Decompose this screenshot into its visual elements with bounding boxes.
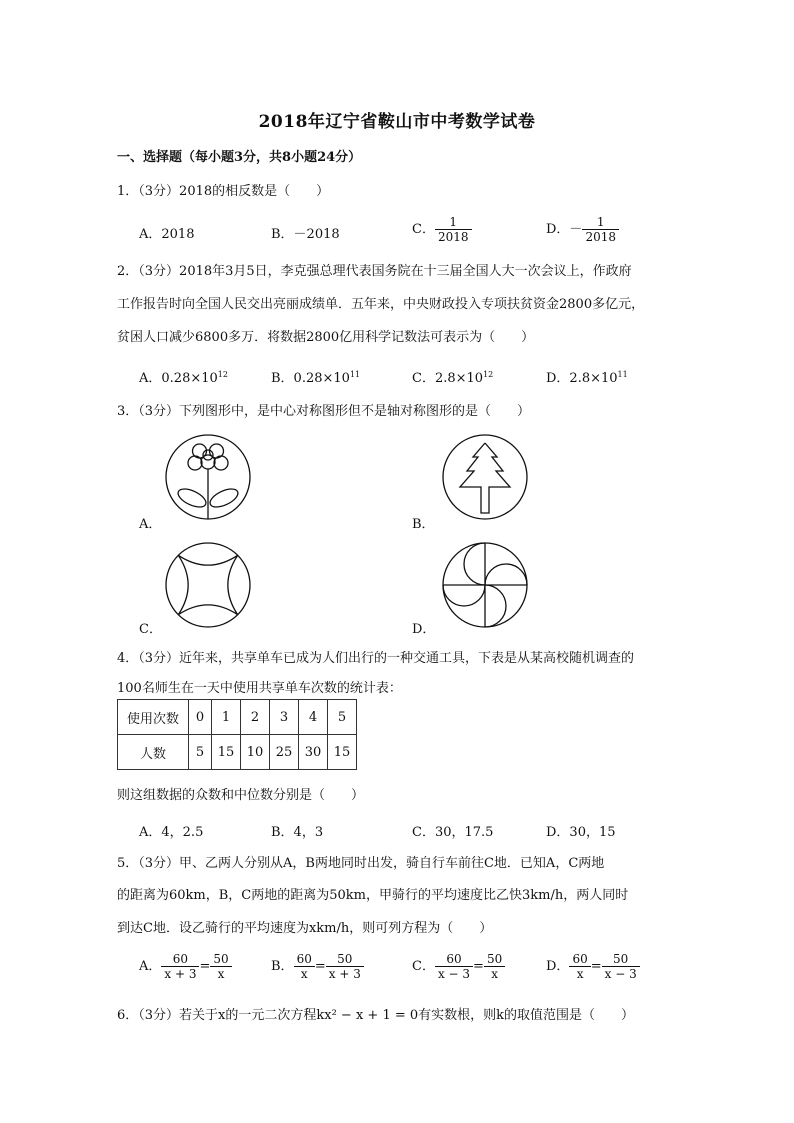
q1-d-fraction: $\frac{1}{2018}$ — [582, 215, 619, 244]
q1-option-d: D．－ $\frac{1}{2018}$ — [546, 215, 619, 244]
table-cell: 人数 — [118, 735, 189, 770]
pinwheel-figure — [441, 541, 529, 629]
table-cell: 25 — [270, 735, 299, 770]
question-2-line-1: 2．（3分）2018年3月5日，李克强总理代表国务院在十三届全国人大一次会议上，作政府 — [117, 264, 632, 279]
q5-option-c: C． $\frac{60}{x - 3}$ = $\frac{50}{x}$ — [412, 952, 505, 981]
q2-option-c: C．$2.8\times 10^{12}$ — [412, 370, 494, 386]
table-cell: 10 — [241, 735, 270, 770]
table-cell: 15 — [328, 735, 357, 770]
table-row — [118, 735, 357, 770]
table-cell: 5 — [328, 700, 357, 735]
question-2-line-2: 工作报告时向全国人民交出亮丽成绩单．五年来，中央财政投入专项扶贫资金2800多亿元， — [117, 297, 645, 312]
table-cell: 3 — [270, 700, 299, 735]
question-4-line-2: 100名师生在一天中使用共享单车次数的统计表： — [117, 681, 402, 696]
q1-c-fraction: $\frac{1}{2018}$ — [435, 215, 472, 244]
table-cell: 2 — [241, 700, 270, 735]
question-5-line-2: 的距离为60km，B，C两地的距离为50km，甲骑行的平均速度比乙快3km/h，两人同时 — [117, 888, 629, 903]
concave-square-figure — [164, 541, 252, 629]
table-cell: 5 — [189, 735, 212, 770]
section-heading: 一、选择题（每小题3分，共8小题24分） — [117, 150, 362, 165]
question-1: 1．（3分）2018的相反数是（ ） — [117, 184, 330, 199]
q2-option-d: D．$2.8\times 10^{11}$ — [546, 370, 628, 386]
question-3: 3．（3分）下列图形中，是中心对称图形但不是轴对称图形的是（ ） — [117, 404, 531, 419]
tree-figure — [441, 433, 529, 521]
question-5-line-3: 到达C地．设乙骑行的平均速度为xkm/h，则可列方程为（ ） — [117, 921, 493, 936]
table-cell: 15 — [212, 735, 241, 770]
table-cell: 使用次数 — [118, 700, 189, 735]
flower-figure — [164, 433, 252, 521]
q4-option-c: C．30，17.5 — [412, 825, 494, 840]
q2-option-a: A．$0.28\times 10^{12}$ — [139, 370, 228, 386]
q3-option-c: C． — [139, 622, 162, 637]
table-cell: 4 — [299, 700, 328, 735]
page-title: 2018年辽宁省鞍山市中考数学试卷 — [258, 112, 536, 132]
q1-option-c: C． $\frac{1}{2018}$ — [412, 215, 472, 244]
usage-table — [117, 699, 357, 770]
q4-option-a: A．4，2.5 — [139, 825, 204, 840]
q3-option-b: B． — [412, 517, 435, 532]
q2-option-b: B．$0.28\times 10^{11}$ — [271, 370, 361, 386]
question-4-line-1: 4．（3分）近年来，共享单车已成为人们出行的一种交通工具，下表是从某高校随机调查的 — [117, 651, 635, 666]
q4-option-b: B．4，3 — [271, 825, 324, 840]
question-2-line-3: 贫困人口减少6800多万．将数据2800亿用科学记数法可表示为（ ） — [117, 330, 535, 345]
table-row — [118, 700, 357, 735]
q3-option-a: A． — [139, 517, 162, 532]
q5-option-d: D． $\frac{60}{x}$ = $\frac{50}{x - 3}$ — [546, 952, 640, 981]
question-4-line-3: 则这组数据的众数和中位数分别是（ ） — [117, 788, 365, 803]
q1-option-b: B．－2018 — [271, 227, 340, 242]
q1-option-a: A．2018 — [139, 227, 195, 242]
q3-option-d: D． — [412, 622, 436, 637]
table-cell: 1 — [212, 700, 241, 735]
question-5-line-1: 5．（3分）甲、乙两人分别从A，B两地同时出发，骑自行车前往C地．已知A，C两地 — [117, 856, 605, 871]
table-cell: 30 — [299, 735, 328, 770]
q5-option-b: B． $\frac{60}{x}$ = $\frac{50}{x + 3}$ — [271, 952, 364, 981]
q5-option-a: A． $\frac{60}{x + 3}$ = $\frac{50}{x}$ — [139, 952, 232, 981]
question-6: 6．（3分）若关于x的一元二次方程kx² − x + 1 = 0有实数根，则k的取值范围是（ ） — [117, 1008, 635, 1023]
q4-option-d: D．30，15 — [546, 825, 616, 840]
table-cell: 0 — [189, 700, 212, 735]
